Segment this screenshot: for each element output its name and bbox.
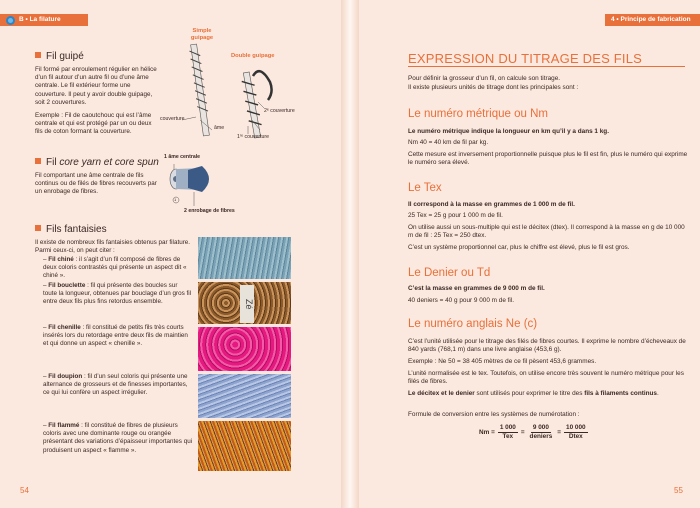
fil-core-body: Fil comportant une âme centrale de fils continus ou de filés de fibres recouverts par un enrobage de fibres.: [35, 172, 157, 196]
photo-tag-label: Zé: [240, 285, 254, 323]
left-page: [0, 0, 341, 508]
core-yarn-diagram: [160, 152, 270, 222]
tex-body-2: C’est un système proportionnel car, plus le chiffre est élevé, plus le fil est gros.: [408, 244, 630, 251]
ame-label: âme: [214, 125, 225, 131]
ne-body-3: Le décitex et le denier sont utilisés pour exprimer le titre des fils à filaments continus.: [408, 390, 659, 397]
ne-body: C’est l’unité utilisée pour le titrage des filés de fibres courtes. Il exprime le nombre d’écheveaux de 840 yards (768,1 m) dans une livre anglaise (453,6 g).: [408, 338, 686, 354]
denier-example: 40 deniers = 40 g pour 9 000 m de fil.: [408, 297, 515, 304]
premiere-couverture-label: 1ʳᵉ couverture: [237, 134, 270, 140]
section-header: B • La filature: [19, 16, 61, 23]
list-item: – Fil doupion : fil d’un seul coloris qui présente une alternance de grosseurs et de finesses importantes, ce qui lui confère un aspect irrégulier.: [43, 373, 188, 397]
fraction-tex: $\frac{1 000}{\text{Tex}}$: [499, 424, 516, 440]
fil-guipe-body: Fil formé par enroulement régulier en hélice d’un fil autour d’un autre fil ou d’une âme centrale. Le fil extérieur forme une couverture. Il peut y avoir double guipage, soit 2 couvertures.: [35, 66, 157, 106]
intro-line-2: Il existe plusieurs unités de titrage dont les principales sont :: [408, 84, 579, 91]
fil-core-heading: Fil core yarn et core spun: [35, 157, 159, 168]
fils-fantaisies-heading: Fils fantaisies: [35, 224, 107, 235]
denier-definition: C’est la masse en grammes de 9 000 m de fil.: [408, 285, 545, 292]
list-item: – Fil chenille : fil constitué de petits fils très courts insérés lors du retordage entre deux fils de maintien et qui donne un aspect « chenille ».: [43, 324, 188, 348]
nm-definition: Le numéro métrique indique la longueur en km qu’il y a dans 1 kg.: [408, 128, 609, 135]
tex-heading: Le Tex: [408, 182, 442, 194]
list-item: – Fil flammé : fil constitué de fibres de plusieurs coloris avec une dominante rouge ou orangée présentant des variations d’épaisseur importantes qui produisent un aspect « flamme ».: [43, 422, 193, 454]
formula-lhs: Nm =: [479, 429, 495, 436]
square-bullet-icon: [35, 225, 41, 231]
intro-line-1: Pour définir la grosseur d’un fil, on calcule son titrage.: [408, 75, 561, 82]
tex-example: 25 Tex = 25 g pour 1 000 m de fil.: [408, 212, 503, 219]
formula-equals: =: [520, 429, 525, 436]
book-gutter: [341, 0, 359, 508]
double-guipage-label: Double guipage: [231, 53, 275, 59]
title-rule: [408, 66, 685, 67]
simple-guipage-label: Simple guipage: [190, 28, 214, 41]
nm-example: Nm 40 = 40 km de fil par kg.: [408, 139, 489, 146]
denier-heading: Le Denier ou Td: [408, 267, 491, 279]
section-bullet-icon: [6, 16, 15, 25]
ne-heading: Le numéro anglais Ne (c): [408, 318, 538, 330]
guipage-illustration: [160, 22, 295, 142]
formula-equals: =: [557, 429, 562, 436]
fil-bouclette-photo: [198, 282, 291, 324]
square-bullet-icon: [35, 52, 41, 58]
conversion-formula: [479, 424, 591, 441]
right-page: [359, 0, 700, 508]
fils-fantaisies-intro: Il existe de nombreux fils fantaisies obtenus par filature. Parmi ceux-ci, on peut citer :: [35, 239, 191, 255]
core-number-1: 1: [174, 197, 177, 202]
fil-doupion-photo: [198, 374, 291, 418]
enrobage-label: 2 enrobage de fibres: [184, 208, 235, 214]
deuxieme-couverture-label: 2ᵉ couverture: [264, 108, 295, 114]
couverture-label: couverture: [160, 116, 185, 122]
ne-example: Exemple : Ne 50 = 38 405 mètres de ce fil pèsent 453,6 grammes.: [408, 358, 597, 365]
tex-definition: Il correspond à la masse en grammes de 1 000 m de fil.: [408, 201, 575, 208]
guipage-diagram: [160, 22, 295, 142]
fil-flamme-photo: [198, 421, 291, 471]
list-item: – Fil chiné : il s’agit d’un fil composé de fibres de deux coloris contrastés qui présente un aspect dit « chiné ».: [43, 256, 187, 280]
section-header: 4 • Principe de fabrication: [611, 16, 691, 23]
fil-chenille-photo: [198, 327, 291, 371]
ame-centrale-label: 1 âme centrale: [164, 154, 201, 160]
fil-guipe-heading: Fil guipé: [35, 51, 84, 62]
square-bullet-icon: [35, 158, 41, 164]
page-number: 54: [20, 486, 29, 495]
formula-intro: Formule de conversion entre les systèmes de numérotation :: [408, 411, 580, 418]
nm-heading: Le numéro métrique ou Nm: [408, 108, 548, 120]
ne-body-2: L’unité normalisée est le tex. Toutefois, on utilise encore très souvent le numéro métrique pour les filés de fibres.: [408, 370, 684, 386]
fraction-deniers: $\frac{9 000}{\text{deniers}}$: [529, 424, 553, 440]
page-title: EXPRESSION DU TITRAGE DES FILS: [408, 51, 643, 66]
nm-body: Cette mesure est inversement proportionnelle puisque plus le fil est fin, plus le numéro qui exprime le numéro sera élevé.: [408, 151, 688, 167]
tex-body: On utilise aussi un sous-multiple qui est le décitex (dtex). Il correspond à la masse en g de 10 000 m de fil : 25 Tex = 250 dtex.: [408, 224, 685, 240]
fraction-dtex: $\frac{10 000}{\text{Dtex}}$: [566, 424, 586, 440]
list-item: – Fil bouclette : fil qui présente des boucles sur toute la longueur, obtenues par bouclage d’un gros fil entre deux fils plus fins retordus ensemble.: [43, 282, 192, 306]
fil-chine-photo: [198, 237, 291, 279]
fil-guipe-example: Exemple : Fil de caoutchouc qui est l’âme centrale et qui est protégé par un ou deux fils de coton formant la couverture.: [35, 112, 152, 136]
page-number: 55: [674, 486, 683, 495]
